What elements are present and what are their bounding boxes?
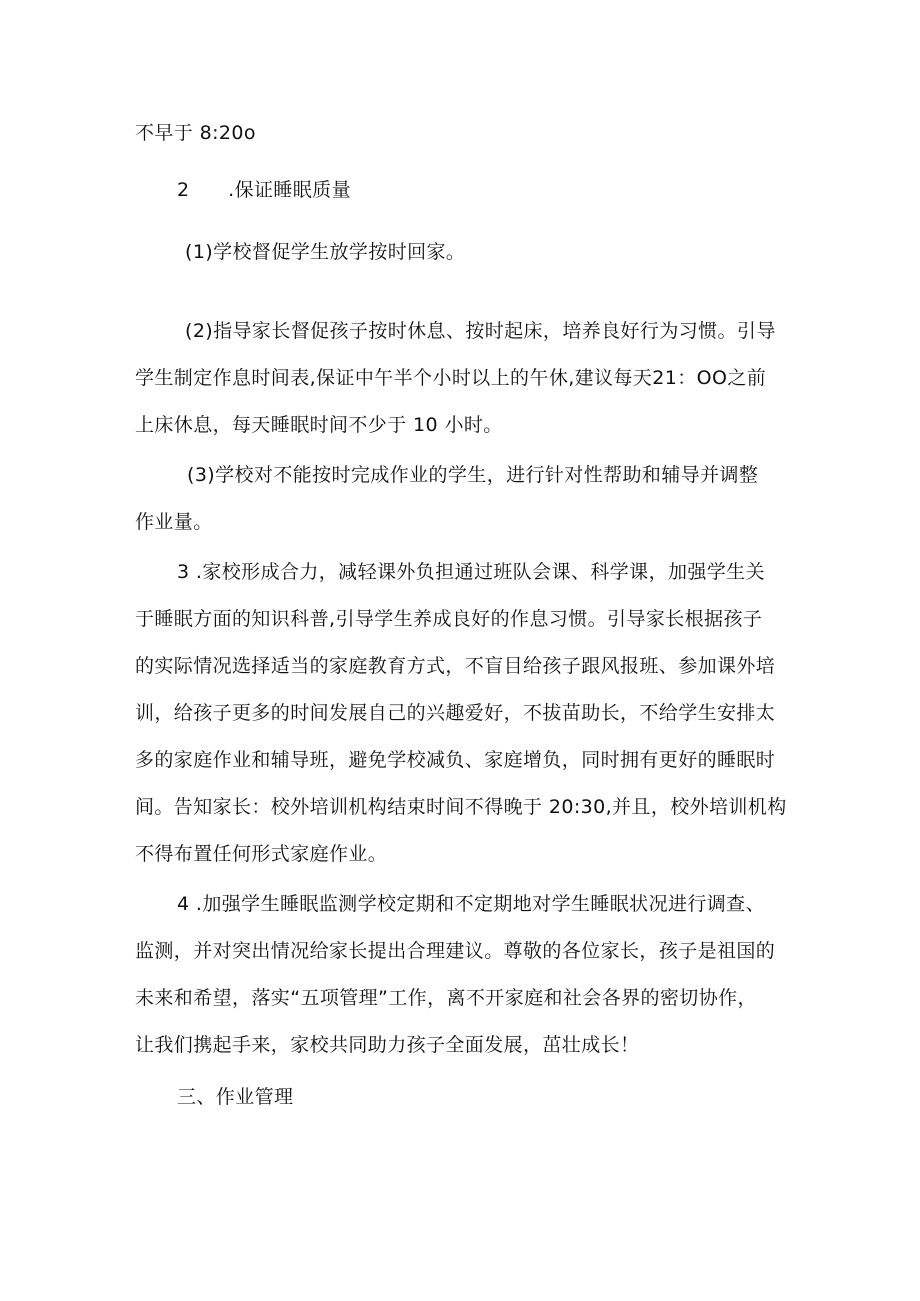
text-line: (2)指导家长督促孩子按时休息、按时起床，培养良好行为习惯。引导 — [185, 320, 776, 342]
text-line: 学生制定作息时间表,保证中午半个小时以上的午休,建议每天21：OO之前 — [135, 367, 767, 389]
text-line: 不早于 8:20o — [135, 122, 256, 144]
text-line: 未来和希望，落实“五项管理”工作，离不开家庭和社会各界的密切协作， — [135, 987, 757, 1009]
text-line: 训，给孩子更多的时间发展自己的兴趣爱好，不拔苗助长，不给学生安排太 — [135, 702, 776, 724]
text-line: 间。告知家长：校外培训机构结束时间不得晚于 20:30,并且，校外培训机构 — [135, 796, 787, 818]
section-heading: 2 .保证睡眠质量 — [177, 179, 351, 201]
text-line: 监测，并对突出情况给家长提出合理建议。尊敬的各位家长，孩子是祖国的 — [135, 940, 776, 962]
section-heading: 三、作业管理 — [177, 1086, 294, 1108]
text-line: 3 .家校形成合力，减轻课外负担通过班队会课、科学课，加强学生关 — [177, 561, 765, 583]
text-line: 作业量。 — [135, 511, 213, 533]
text-line: 的实际情况选择适当的家庭教育方式，不盲目给孩子跟风报班、参加课外培 — [135, 655, 776, 677]
text-line: 上床休息，每天睡眠时间不少于 10 小时。 — [135, 414, 503, 436]
text-line: (1)学校督促学生放学按时回家。 — [185, 241, 466, 263]
text-line: 让我们携起手来，家校共同助力孩子全面发展，茁壮成长！ — [135, 1034, 640, 1056]
text-line: 于睡眠方面的知识科普,引导学生养成良好的作息习惯。引导家长根据孩子 — [135, 608, 763, 630]
text-line: 4 .加强学生睡眠监测学校定期和不定期地对学生睡眠状况进行调查、 — [177, 893, 765, 915]
text-line: 不得布置任何形式家庭作业。 — [135, 843, 388, 865]
text-line: (3)学校对不能按时完成作业的学生，进行针对性帮助和辅导并调整 — [187, 464, 759, 486]
text-line: 多的家庭作业和辅导班，避免学校减负、家庭增负，同时拥有更好的睡眠时 — [135, 749, 776, 771]
